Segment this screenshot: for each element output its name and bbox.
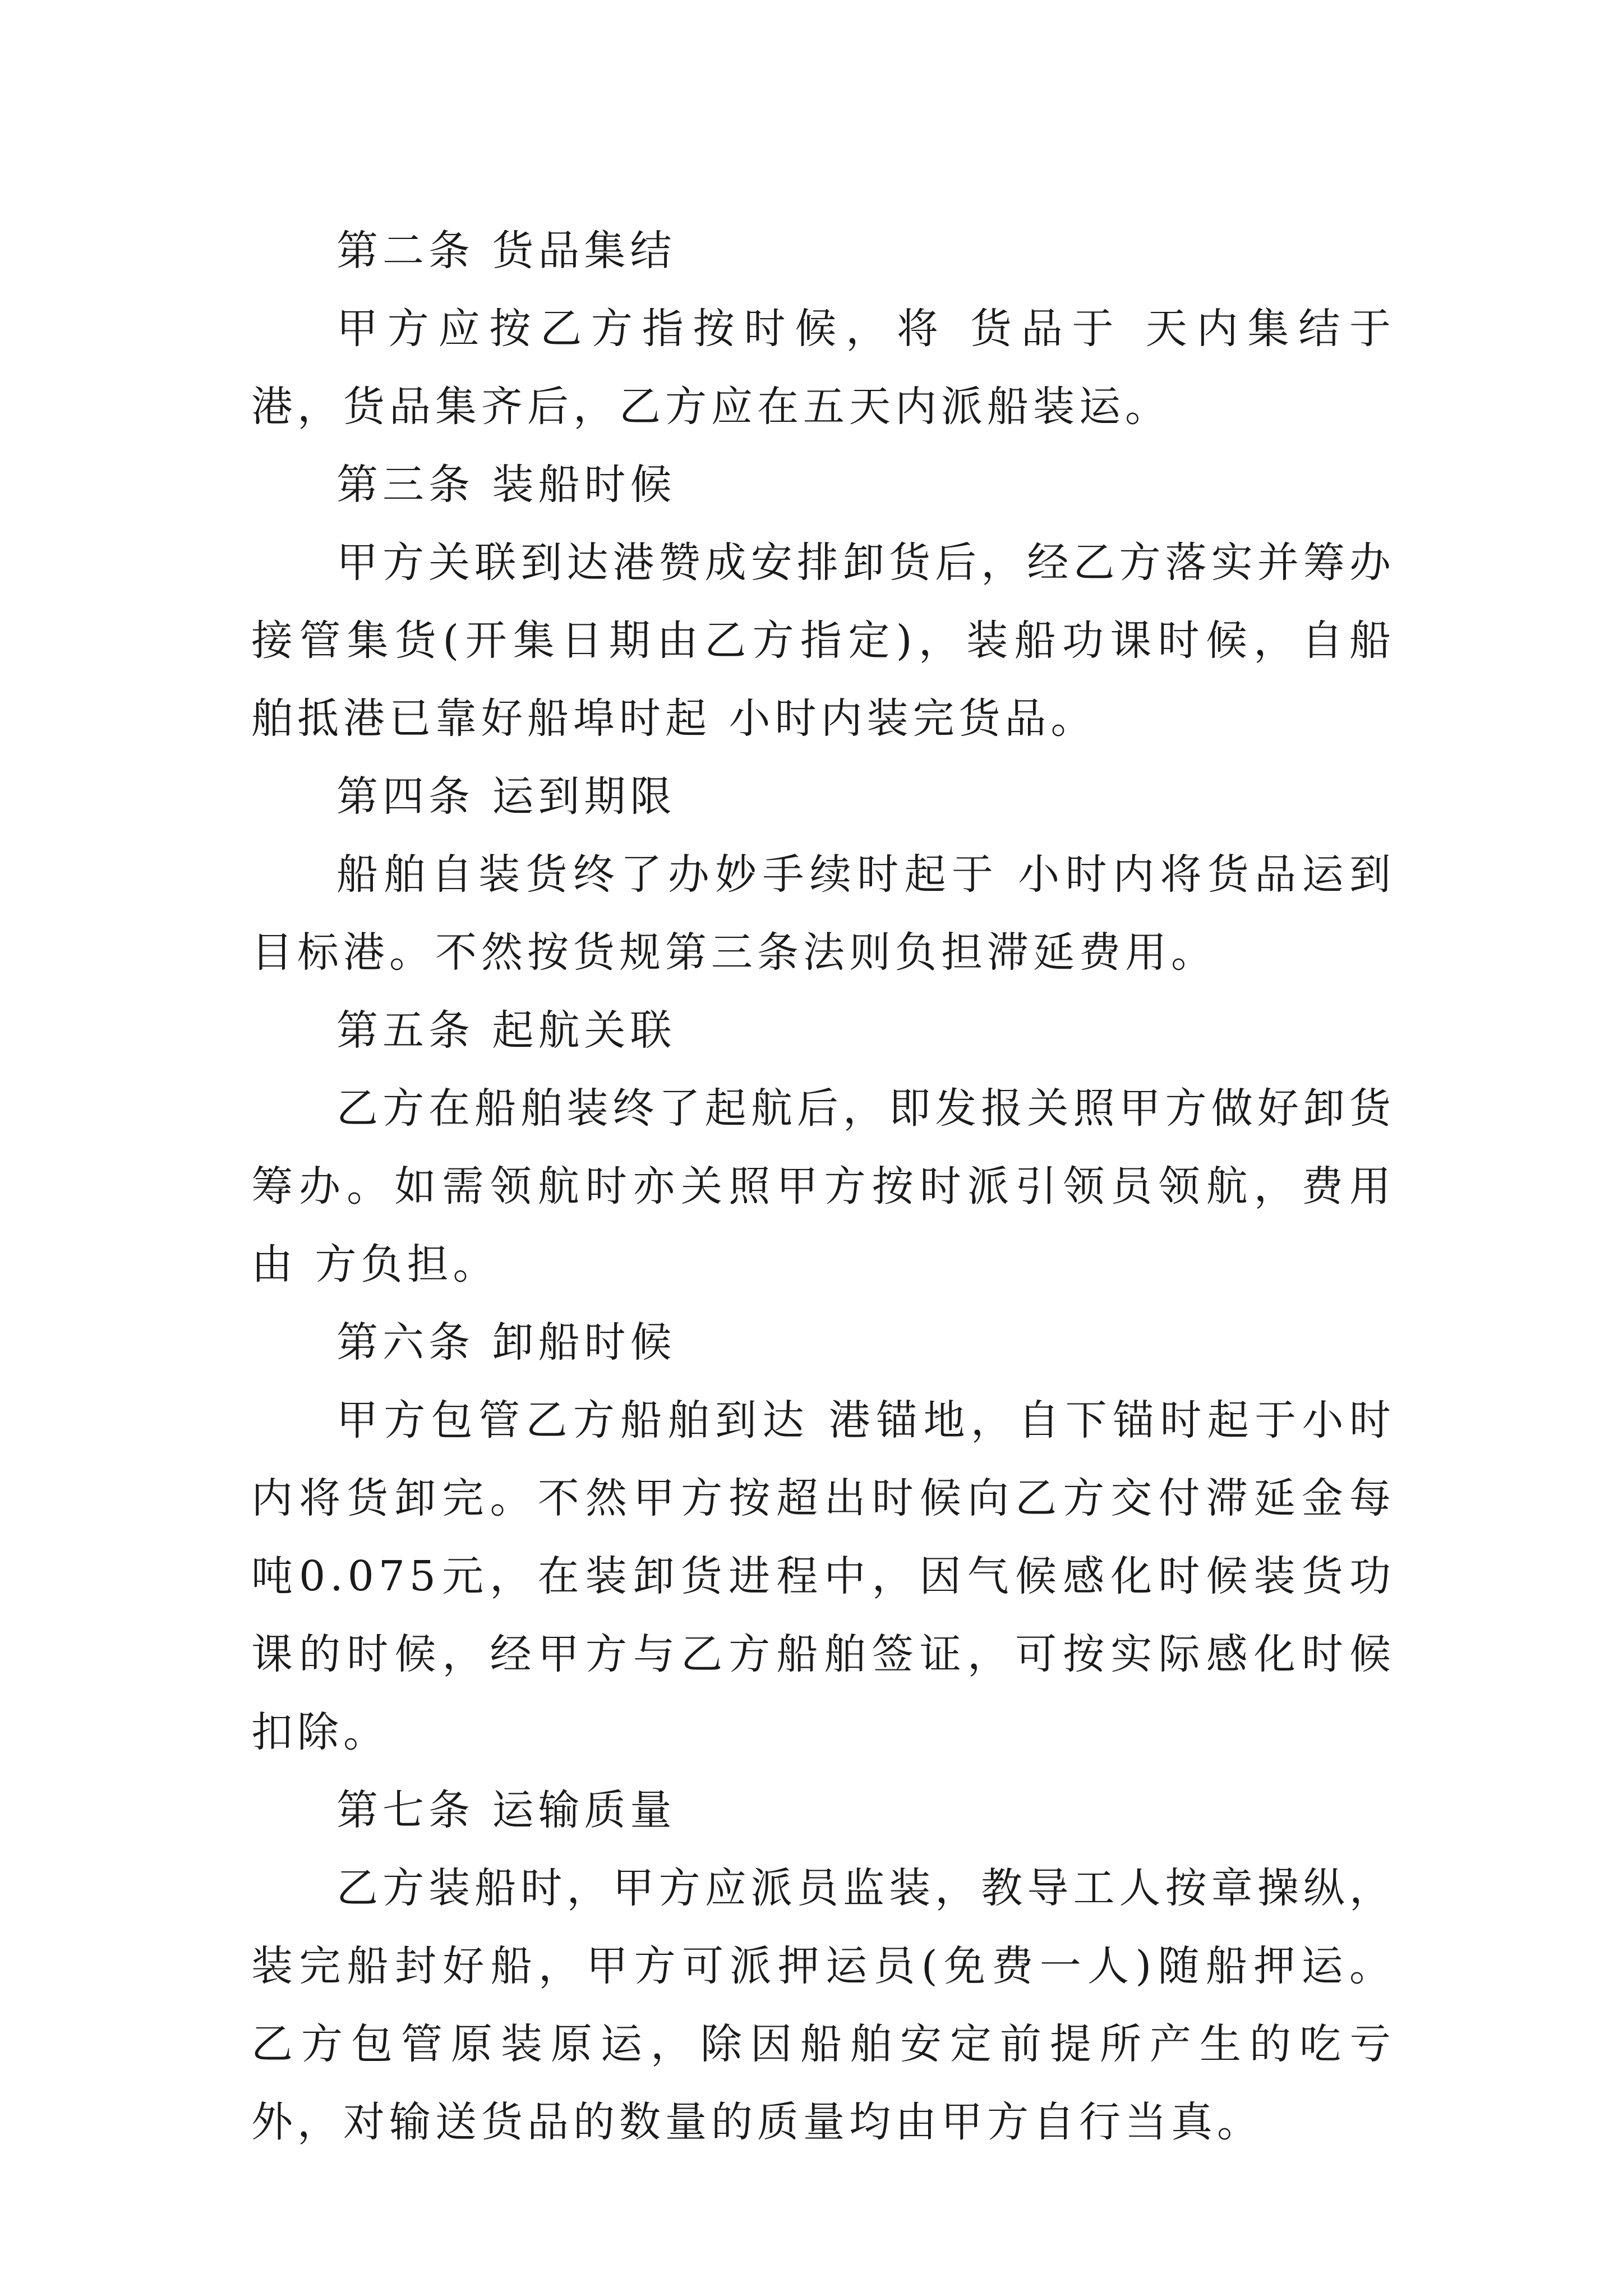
article-heading-6: 第六条 卸船时候 [336, 1318, 676, 1366]
article-text-6: 甲方包管乙方船舶到达 港锚地，自下锚时起于小时内将货卸完。不然甲方按超出时候向乙方交付滞延金每吨0.075元，在装卸货进程中，因气候感化时候装货功课的时候，经甲方与乙方船舶签证，可按实际感化时候扣除。 [251, 1396, 1395, 1756]
article-text-4: 船舶自装货终了办妙手续时起于 小时内将货品运到目标港。不然按货规第三条法则负担滞延费用。 [251, 850, 1395, 977]
article-heading-7: 第七条 运输质量 [336, 1786, 676, 1834]
article-text-3: 甲方关联到达港赞成安排卸货后，经乙方落实并筹办接管集货(开集日期由乙方指定)，装船功课时候，自船舶抵港已靠好船埠时起 小时内装完货品。 [251, 539, 1395, 743]
article-heading-3: 第三条 装船时候 [336, 461, 676, 509]
document-body [251, 212, 1413, 2161]
article-heading-2: 第二条 货品集结 [336, 227, 676, 275]
article-text-7: 乙方装船时，甲方应派员监装，教导工人按章操纵，装完船封好船，甲方可派押运员(免费一人)随船押运。乙方包管原装原运，除因船舶安定前提所产生的吃亏外，对输送货品的数量的质量均由甲方自行当真。 [251, 1864, 1395, 2146]
article-heading-4: 第四条 运到期限 [336, 772, 676, 821]
article-text-5: 乙方在船舶装终了起航后，即发报关照甲方做好卸货筹办。如需领航时亦关照甲方按时派引领员领航，费用由 方负担。 [251, 1084, 1395, 1289]
article-text-2: 甲方应按乙方指按时候，将 货品于 天内集结于 港，货品集齐后，乙方应在五天内派船装运。 [251, 305, 1413, 431]
article-heading-5: 第五条 起航关联 [336, 1006, 676, 1055]
